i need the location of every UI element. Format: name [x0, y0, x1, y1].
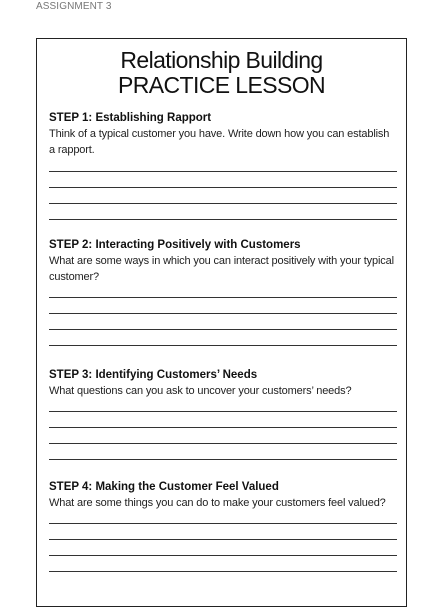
worksheet-title: Relationship Building — [120, 47, 323, 73]
step-3-answer-line-1[interactable] — [49, 411, 397, 412]
assignment-label: ASSIGNMENT 3 — [36, 1, 112, 12]
step-2-answer-line-4[interactable] — [49, 345, 397, 346]
step-1 — [49, 111, 397, 158]
step-2-heading: STEP 2: Interacting Positively with Customers — [49, 239, 301, 251]
step-4-heading: STEP 4: Making the Customer Feel Valued — [49, 481, 279, 493]
step-4-answer-line-3[interactable] — [49, 555, 397, 556]
step-4-prompt: What are some things you can do to make your customers feel valued? — [49, 497, 386, 509]
step-1-heading: STEP 1: Establishing Rapport — [49, 112, 212, 124]
worksheet — [36, 38, 407, 607]
step-2-prompt: What are some ways in which you can interact positively with your typical customer? — [49, 255, 394, 283]
step-1-answer-line-1[interactable] — [49, 171, 397, 172]
step-3 — [49, 368, 397, 399]
step-1-answer-line-4[interactable] — [49, 219, 397, 220]
step-4-answer-line-2[interactable] — [49, 539, 397, 540]
step-1-answer-line-2[interactable] — [49, 187, 397, 188]
step-3-answer-line-4[interactable] — [49, 459, 397, 460]
worksheet-subtitle: PRACTICE LESSON — [118, 72, 325, 98]
step-3-prompt: What questions can you ask to uncover your customers’ needs? — [49, 385, 352, 397]
step-4-answer-line-1[interactable] — [49, 523, 397, 524]
step-2-answer-line-2[interactable] — [49, 313, 397, 314]
step-2-answer-line-1[interactable] — [49, 297, 397, 298]
step-4 — [49, 480, 397, 511]
step-2-answer-line-3[interactable] — [49, 329, 397, 330]
step-1-answer-line-3[interactable] — [49, 203, 397, 204]
step-1-prompt: Think of a typical customer you have. Write down how you can establish a rapport. — [49, 128, 390, 156]
step-3-answer-line-2[interactable] — [49, 427, 397, 428]
step-2 — [49, 238, 397, 285]
step-3-heading: STEP 3: Identifying Customers’ Needs — [49, 369, 258, 381]
step-3-answer-line-3[interactable] — [49, 443, 397, 444]
step-4-answer-line-4[interactable] — [49, 571, 397, 572]
